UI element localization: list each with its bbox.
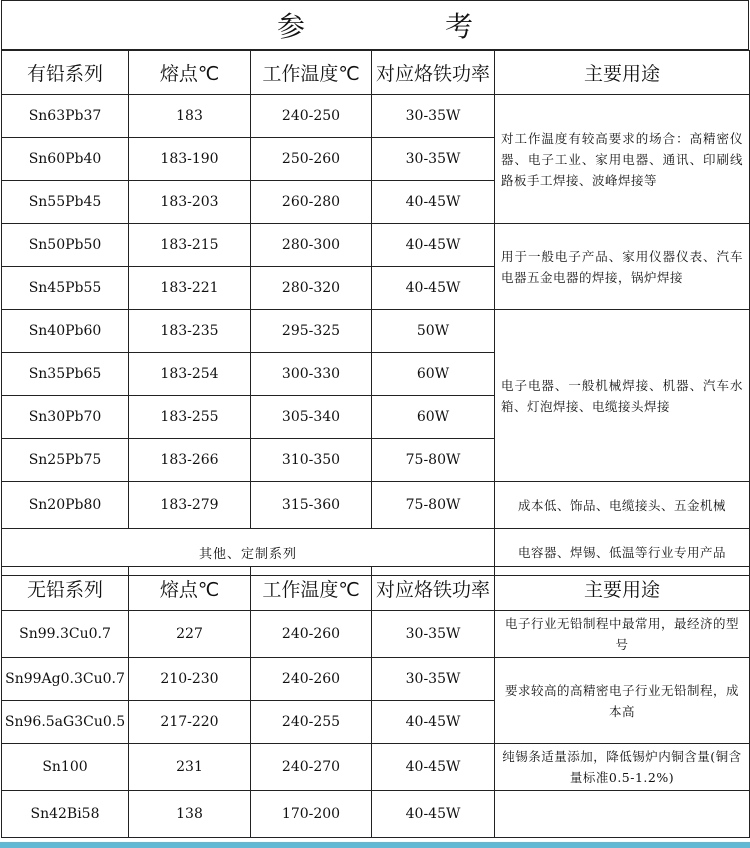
cell-working-temp: 240-260 [251,658,372,701]
table-row [2,95,750,138]
cell-series: Sn50Pb50 [2,224,129,267]
cell-series: Sn20Pb80 [2,482,129,529]
cell-working-temp: 305-340 [251,396,372,439]
cell-melting-point: 227 [129,611,251,658]
cell-working-temp: 295-325 [251,310,372,353]
cell-melting-point: 183-215 [129,224,251,267]
cell-melting-point: 210-230 [129,658,251,701]
cell-main-use: 成本低、饰品、电缆接头、五金机械 [495,482,750,529]
cell-working-temp: 240-260 [251,611,372,658]
table-row [2,224,750,267]
header-iron-power: 对应烙铁功率 [372,567,495,611]
cell-main-use: 用于一般电子产品、家用仪器仪表、汽车电器五金电器的焊接，锅炉焊接 [495,224,750,310]
table-row [2,310,750,353]
cell-main-use: 电容器、焊锡、低温等行业专用产品 [495,529,750,576]
table-header-row [2,567,750,611]
cell-working-temp: 170-200 [251,791,372,838]
cell-iron-power: 75-80W [372,439,495,482]
other-series-label: 其他、定制系列 [2,529,495,576]
cell-melting-point: 183-235 [129,310,251,353]
cell-series: Sn45Pb55 [2,267,129,310]
cell-main-use: 纯锡条适量添加，降低锡炉内铜含量(铜含量标准0.5-1.2%) [495,744,750,791]
cell-series: Sn55Pb45 [2,181,129,224]
cell-series: Sn99Ag0.3Cu0.7 [2,658,129,701]
cell-working-temp: 240-250 [251,95,372,138]
cell-iron-power: 40-45W [372,791,495,838]
cell-melting-point: 183-279 [129,482,251,529]
cell-main-use: 电子行业无铅制程中最常用，最经济的型号 [495,611,750,658]
cell-iron-power: 40-45W [372,701,495,744]
header-working-temp: 工作温度℃ [251,567,372,611]
cell-melting-point: 231 [129,744,251,791]
cell-iron-power: 40-45W [372,181,495,224]
cell-iron-power: 60W [372,353,495,396]
cell-series: Sn25Pb75 [2,439,129,482]
cell-main-use [495,791,750,838]
cell-series: Sn42Bi58 [2,791,129,838]
table-header-row [2,51,750,95]
cell-main-use: 电子电器、一般机械焊接、机器、汽车水箱、灯泡焊接、电缆接头焊接 [495,310,750,482]
cell-working-temp: 280-300 [251,224,372,267]
cell-series: Sn40Pb60 [2,310,129,353]
cell-melting-point: 183 [129,95,251,138]
cell-melting-point: 183-203 [129,181,251,224]
cell-iron-power: 30-35W [372,611,495,658]
cell-iron-power: 30-35W [372,658,495,701]
table-row [2,791,750,838]
cell-working-temp: 240-255 [251,701,372,744]
table-row [2,744,750,791]
cell-series: Sn96.5aG3Cu0.5 [2,701,129,744]
cell-melting-point: 183-266 [129,439,251,482]
bottom-accent-bar [0,842,750,848]
cell-working-temp: 250-260 [251,138,372,181]
cell-iron-power: 50W [372,310,495,353]
cell-melting-point: 183-255 [129,396,251,439]
cell-working-temp: 280-320 [251,267,372,310]
cell-iron-power: 30-35W [372,138,495,181]
header-melting-point: 熔点℃ [129,567,251,611]
cell-series: Sn99.3Cu0.7 [2,611,129,658]
table-row [2,611,750,658]
cell-working-temp: 315-360 [251,482,372,529]
leaded-table [1,50,750,576]
cell-series: Sn30Pb70 [2,396,129,439]
cell-iron-power: 75-80W [372,482,495,529]
cell-melting-point: 183-190 [129,138,251,181]
header-melting-point: 熔点℃ [129,51,251,95]
table-row [2,482,750,529]
cell-melting-point: 217-220 [129,701,251,744]
cell-melting-point: 183-221 [129,267,251,310]
cell-iron-power: 40-45W [372,744,495,791]
header-working-temp: 工作温度℃ [251,51,372,95]
cell-working-temp: 240-270 [251,744,372,791]
cell-series: Sn63Pb37 [2,95,129,138]
cell-working-temp: 260-280 [251,181,372,224]
cell-series: Sn60Pb40 [2,138,129,181]
cell-series: Sn100 [2,744,129,791]
leadfree-table [1,566,750,838]
cell-iron-power: 60W [372,396,495,439]
header-iron-power: 对应烙铁功率 [372,51,495,95]
header-series: 有铅系列 [2,51,129,95]
cell-melting-point: 183-254 [129,353,251,396]
header-main-use: 主要用途 [495,567,750,611]
header-series: 无铅系列 [2,567,129,611]
cell-iron-power: 40-45W [372,224,495,267]
table-row [2,658,750,701]
cell-working-temp: 310-350 [251,439,372,482]
cell-melting-point: 138 [129,791,251,838]
cell-series: Sn35Pb65 [2,353,129,396]
cell-iron-power: 40-45W [372,267,495,310]
cell-main-use: 要求较高的高精密电子行业无铅制程，成本高 [495,658,750,744]
cell-iron-power: 30-35W [372,95,495,138]
header-main-use: 主要用途 [495,51,750,95]
page-title: 参 考 [1,0,749,50]
cell-main-use: 对工作温度有较高要求的场合：高精密仪器、电子工业、家用电器、通讯、印刷线路板手工焊接、波峰焊接等 [495,95,750,224]
cell-working-temp: 300-330 [251,353,372,396]
